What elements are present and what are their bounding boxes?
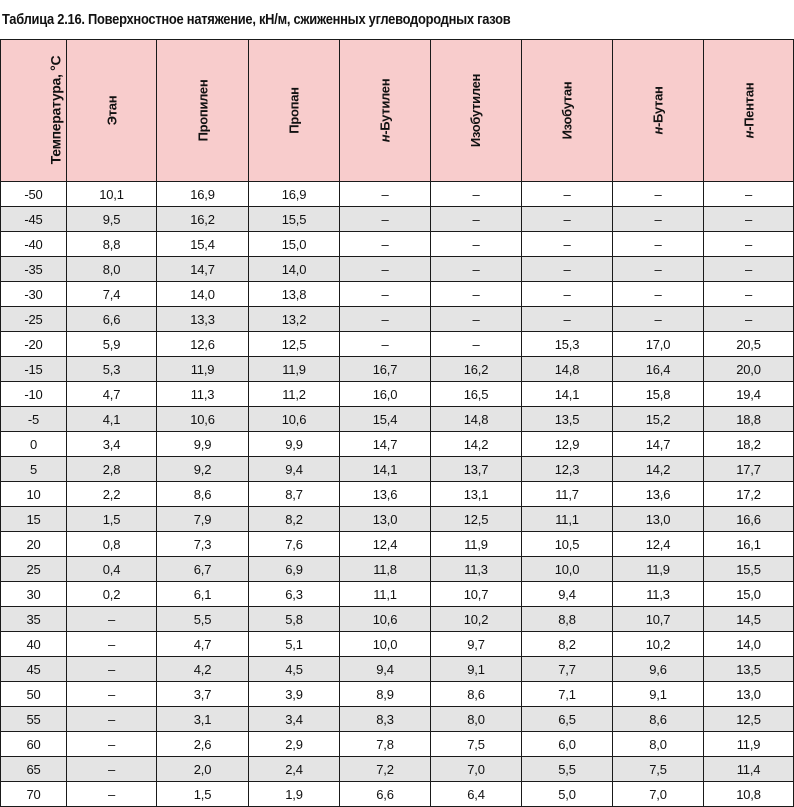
value-cell: 15,4 [340, 407, 431, 432]
table-row [1, 307, 794, 332]
temperature-cell: -10 [1, 382, 67, 407]
value-cell: 11,4 [704, 757, 794, 782]
temperature-cell: 40 [1, 632, 67, 657]
value-cell: – [704, 182, 794, 207]
header-gas-prefix: н [650, 126, 666, 135]
table-caption: Таблица 2.16. Поверхностное натяжение, кН/м, сжиженных углеводородных газов [2, 11, 511, 28]
value-cell: – [613, 182, 704, 207]
value-cell: – [67, 707, 157, 732]
value-cell: 16,4 [613, 357, 704, 382]
value-cell: 8,8 [522, 607, 613, 632]
value-cell: – [522, 207, 613, 232]
value-cell: 12,4 [340, 532, 431, 557]
value-cell: 9,4 [340, 657, 431, 682]
temperature-cell: -35 [1, 257, 67, 282]
value-cell: 11,8 [340, 557, 431, 582]
value-cell: 16,5 [431, 382, 522, 407]
value-cell: 7,9 [157, 507, 249, 532]
value-cell: 18,2 [704, 432, 794, 457]
value-cell: 1,9 [249, 782, 340, 807]
value-cell: 13,5 [522, 407, 613, 432]
value-cell: 13,1 [431, 482, 522, 507]
header-gas-name: Пропан [286, 86, 302, 134]
value-cell: 12,3 [522, 457, 613, 482]
value-cell: 11,9 [704, 732, 794, 757]
value-cell: 4,2 [157, 657, 249, 682]
value-cell: 7,1 [522, 682, 613, 707]
value-cell: 14,1 [522, 382, 613, 407]
value-cell: 20,0 [704, 357, 794, 382]
value-cell: 6,6 [340, 782, 431, 807]
value-cell: 10,8 [704, 782, 794, 807]
value-cell: 7,0 [613, 782, 704, 807]
value-cell: 5,0 [522, 782, 613, 807]
value-cell: 9,4 [522, 582, 613, 607]
temperature-cell: 30 [1, 582, 67, 607]
table-row [1, 282, 794, 307]
value-cell: – [67, 632, 157, 657]
value-cell: – [613, 307, 704, 332]
value-cell: 14,1 [340, 457, 431, 482]
value-cell: – [522, 257, 613, 282]
value-cell: 7,6 [249, 532, 340, 557]
header-gas-label [287, 87, 302, 133]
value-cell: 15,2 [613, 407, 704, 432]
value-cell: 7,3 [157, 532, 249, 557]
value-cell: 16,1 [704, 532, 794, 557]
temperature-cell: -25 [1, 307, 67, 332]
value-cell: 8,9 [340, 682, 431, 707]
value-cell: 10,6 [249, 407, 340, 432]
value-cell: 4,5 [249, 657, 340, 682]
value-cell: 11,9 [157, 357, 249, 382]
value-cell: 8,0 [613, 732, 704, 757]
value-cell: 15,5 [704, 557, 794, 582]
value-cell: 0,2 [67, 582, 157, 607]
value-cell: 12,6 [157, 332, 249, 357]
value-cell: 4,7 [157, 632, 249, 657]
value-cell: 11,3 [431, 557, 522, 582]
value-cell: – [522, 307, 613, 332]
table-row [1, 482, 794, 507]
value-cell: 8,2 [249, 507, 340, 532]
value-cell: 6,6 [67, 307, 157, 332]
value-cell: 13,5 [704, 657, 794, 682]
table-row [1, 407, 794, 432]
value-cell: 17,0 [613, 332, 704, 357]
header-gas-name: -Бутан [650, 85, 666, 127]
value-cell: 10,7 [613, 607, 704, 632]
value-cell: 13,6 [340, 482, 431, 507]
value-cell: 12,5 [704, 707, 794, 732]
value-cell: – [67, 657, 157, 682]
value-cell: 11,9 [613, 557, 704, 582]
value-cell: 6,0 [522, 732, 613, 757]
value-cell: 3,4 [249, 707, 340, 732]
value-cell: 11,3 [613, 582, 704, 607]
header-gas-label [378, 78, 393, 142]
temperature-cell: -5 [1, 407, 67, 432]
value-cell: 15,4 [157, 232, 249, 257]
header-gas-name: Пропилен [195, 79, 210, 141]
value-cell: – [431, 182, 522, 207]
value-cell: 10,6 [157, 407, 249, 432]
value-cell: 15,0 [704, 582, 794, 607]
table-row [1, 782, 794, 807]
table-row [1, 232, 794, 257]
temperature-cell: 65 [1, 757, 67, 782]
value-cell: – [522, 282, 613, 307]
temperature-cell: 35 [1, 607, 67, 632]
value-cell: 11,9 [431, 532, 522, 557]
value-cell: 9,2 [157, 457, 249, 482]
table-row [1, 257, 794, 282]
surface-tension-table [0, 39, 794, 807]
value-cell: 16,0 [340, 382, 431, 407]
value-cell: 5,8 [249, 607, 340, 632]
value-cell: – [431, 307, 522, 332]
table-row [1, 432, 794, 457]
value-cell: – [340, 207, 431, 232]
value-cell: 10,5 [522, 532, 613, 557]
value-cell: 15,5 [249, 207, 340, 232]
header-gas-prefix: н [377, 134, 393, 142]
temperature-cell: 10 [1, 482, 67, 507]
table-row [1, 532, 794, 557]
value-cell: – [704, 282, 794, 307]
value-cell: 14,2 [613, 457, 704, 482]
header-gas-label [195, 79, 210, 141]
value-cell: 14,2 [431, 432, 522, 457]
value-cell: 3,9 [249, 682, 340, 707]
value-cell: 9,1 [431, 657, 522, 682]
value-cell: 15,0 [249, 232, 340, 257]
header-gas-label [560, 81, 575, 139]
value-cell: 2,0 [157, 757, 249, 782]
header-gas-label [741, 82, 756, 138]
value-cell: 9,9 [249, 432, 340, 457]
value-cell: 1,5 [67, 507, 157, 532]
value-cell: 0,8 [67, 532, 157, 557]
value-cell: 10,0 [522, 557, 613, 582]
temperature-cell: -15 [1, 357, 67, 382]
value-cell: – [613, 257, 704, 282]
value-cell: – [704, 232, 794, 257]
value-cell: – [340, 332, 431, 357]
value-cell: 5,1 [249, 632, 340, 657]
value-cell: 14,0 [704, 632, 794, 657]
value-cell: – [613, 232, 704, 257]
value-cell: 2,9 [249, 732, 340, 757]
value-cell: – [340, 232, 431, 257]
value-cell: 13,0 [704, 682, 794, 707]
value-cell: 5,5 [522, 757, 613, 782]
table-row [1, 732, 794, 757]
value-cell: 14,5 [704, 607, 794, 632]
value-cell: 14,7 [157, 257, 249, 282]
value-cell: 11,1 [340, 582, 431, 607]
temperature-cell: 20 [1, 532, 67, 557]
header-gas-name: Этан [104, 95, 119, 125]
value-cell: 5,9 [67, 332, 157, 357]
table-row [1, 557, 794, 582]
value-cell: – [522, 232, 613, 257]
value-cell: – [613, 207, 704, 232]
temperature-cell: 45 [1, 657, 67, 682]
value-cell: – [67, 757, 157, 782]
temperature-cell: -30 [1, 282, 67, 307]
value-cell: 3,4 [67, 432, 157, 457]
value-cell: 10,7 [431, 582, 522, 607]
value-cell: 20,5 [704, 332, 794, 357]
value-cell: 10,2 [431, 607, 522, 632]
table-row [1, 682, 794, 707]
value-cell: 16,2 [157, 207, 249, 232]
value-cell: 14,0 [157, 282, 249, 307]
value-cell: 13,0 [613, 507, 704, 532]
header-gas-label [104, 95, 119, 125]
value-cell: 9,1 [613, 682, 704, 707]
table-row [1, 607, 794, 632]
value-cell: 9,4 [249, 457, 340, 482]
header-gas [431, 40, 522, 182]
value-cell: – [431, 257, 522, 282]
table-row [1, 657, 794, 682]
value-cell: 8,6 [431, 682, 522, 707]
table-body [1, 182, 794, 807]
value-cell: 16,9 [157, 182, 249, 207]
header-gas [613, 40, 704, 182]
value-cell: 8,3 [340, 707, 431, 732]
value-cell: 16,6 [704, 507, 794, 532]
value-cell: 14,8 [522, 357, 613, 382]
value-cell: 8,0 [431, 707, 522, 732]
value-cell: 13,0 [340, 507, 431, 532]
value-cell: 4,1 [67, 407, 157, 432]
temperature-cell: 55 [1, 707, 67, 732]
value-cell: 16,7 [340, 357, 431, 382]
value-cell: 18,8 [704, 407, 794, 432]
value-cell: – [67, 682, 157, 707]
value-cell: 7,0 [431, 757, 522, 782]
value-cell: – [704, 207, 794, 232]
value-cell: – [340, 307, 431, 332]
temperature-cell: 25 [1, 557, 67, 582]
table-header [1, 40, 794, 182]
value-cell: 6,5 [522, 707, 613, 732]
value-cell: 2,8 [67, 457, 157, 482]
header-row [1, 40, 794, 182]
value-cell: 13,8 [249, 282, 340, 307]
value-cell: 9,6 [613, 657, 704, 682]
value-cell: – [67, 607, 157, 632]
value-cell: 10,0 [340, 632, 431, 657]
value-cell: 14,7 [613, 432, 704, 457]
temperature-cell: 50 [1, 682, 67, 707]
value-cell: 15,3 [522, 332, 613, 357]
temperature-cell: -20 [1, 332, 67, 357]
temperature-cell: 0 [1, 432, 67, 457]
table-row [1, 707, 794, 732]
value-cell: 11,3 [157, 382, 249, 407]
table-row [1, 357, 794, 382]
header-gas-label [650, 86, 665, 134]
value-cell: 8,8 [67, 232, 157, 257]
temperature-cell: -45 [1, 207, 67, 232]
value-cell: 5,5 [157, 607, 249, 632]
value-cell: – [340, 282, 431, 307]
value-cell: 13,2 [249, 307, 340, 332]
value-cell: 4,7 [67, 382, 157, 407]
header-gas [249, 40, 340, 182]
value-cell: 14,8 [431, 407, 522, 432]
value-cell: 14,7 [340, 432, 431, 457]
value-cell: 17,7 [704, 457, 794, 482]
value-cell: 6,4 [431, 782, 522, 807]
table-row [1, 207, 794, 232]
table-row [1, 382, 794, 407]
value-cell: – [704, 307, 794, 332]
value-cell: 7,5 [431, 732, 522, 757]
value-cell: – [340, 182, 431, 207]
header-temperature-label: Температура, °С [47, 55, 64, 164]
value-cell: 10,2 [613, 632, 704, 657]
value-cell: 2,6 [157, 732, 249, 757]
value-cell: 8,0 [67, 257, 157, 282]
value-cell: 6,7 [157, 557, 249, 582]
header-gas-name: Изобутан [559, 81, 575, 139]
value-cell: 7,2 [340, 757, 431, 782]
value-cell: 8,6 [613, 707, 704, 732]
value-cell: 3,1 [157, 707, 249, 732]
value-cell: 5,3 [67, 357, 157, 382]
value-cell: 9,9 [157, 432, 249, 457]
temperature-cell: -50 [1, 182, 67, 207]
value-cell: 14,0 [249, 257, 340, 282]
value-cell: 12,4 [613, 532, 704, 557]
header-gas [522, 40, 613, 182]
header-gas-prefix: н [740, 130, 756, 138]
value-cell: 16,9 [249, 182, 340, 207]
value-cell: – [340, 257, 431, 282]
value-cell: 8,2 [522, 632, 613, 657]
value-cell: – [431, 332, 522, 357]
value-cell: – [522, 182, 613, 207]
temperature-cell: 60 [1, 732, 67, 757]
table-row [1, 632, 794, 657]
table-row [1, 757, 794, 782]
value-cell: – [431, 207, 522, 232]
value-cell: 11,2 [249, 382, 340, 407]
value-cell: 13,6 [613, 482, 704, 507]
temperature-cell: 5 [1, 457, 67, 482]
temperature-cell: -40 [1, 232, 67, 257]
value-cell: 7,5 [613, 757, 704, 782]
value-cell: 15,8 [613, 382, 704, 407]
header-gas-label [468, 73, 483, 146]
header-gas-name: Изобутилен [468, 73, 484, 147]
value-cell: – [431, 282, 522, 307]
value-cell: 8,6 [157, 482, 249, 507]
value-cell: 6,9 [249, 557, 340, 582]
value-cell: 10,1 [67, 182, 157, 207]
table-row [1, 507, 794, 532]
value-cell: 3,7 [157, 682, 249, 707]
value-cell: 1,5 [157, 782, 249, 807]
value-cell: – [67, 732, 157, 757]
header-gas-name: -Пентан [740, 82, 756, 131]
value-cell: 2,2 [67, 482, 157, 507]
value-cell: – [613, 282, 704, 307]
table-row [1, 457, 794, 482]
header-gas [67, 40, 157, 182]
value-cell: 6,1 [157, 582, 249, 607]
header-gas [157, 40, 249, 182]
value-cell: 12,5 [249, 332, 340, 357]
value-cell: 11,9 [249, 357, 340, 382]
value-cell: 17,2 [704, 482, 794, 507]
value-cell: 19,4 [704, 382, 794, 407]
table-row [1, 332, 794, 357]
temperature-cell: 70 [1, 782, 67, 807]
value-cell: 7,7 [522, 657, 613, 682]
header-gas [340, 40, 431, 182]
header-temperature [1, 40, 67, 182]
value-cell: 13,3 [157, 307, 249, 332]
value-cell: 7,8 [340, 732, 431, 757]
value-cell: 10,6 [340, 607, 431, 632]
value-cell: 11,1 [522, 507, 613, 532]
value-cell: 12,5 [431, 507, 522, 532]
value-cell: – [67, 782, 157, 807]
value-cell: 16,2 [431, 357, 522, 382]
header-gas [704, 40, 794, 182]
value-cell: 13,7 [431, 457, 522, 482]
temperature-cell: 15 [1, 507, 67, 532]
value-cell: – [704, 257, 794, 282]
value-cell: 6,3 [249, 582, 340, 607]
value-cell: 0,4 [67, 557, 157, 582]
value-cell: 9,7 [431, 632, 522, 657]
table-row [1, 582, 794, 607]
value-cell: 8,7 [249, 482, 340, 507]
value-cell: – [431, 232, 522, 257]
value-cell: 11,7 [522, 482, 613, 507]
value-cell: 7,4 [67, 282, 157, 307]
table-row [1, 182, 794, 207]
header-gas-name: -Бутилен [377, 78, 393, 135]
value-cell: 2,4 [249, 757, 340, 782]
value-cell: 9,5 [67, 207, 157, 232]
value-cell: 12,9 [522, 432, 613, 457]
